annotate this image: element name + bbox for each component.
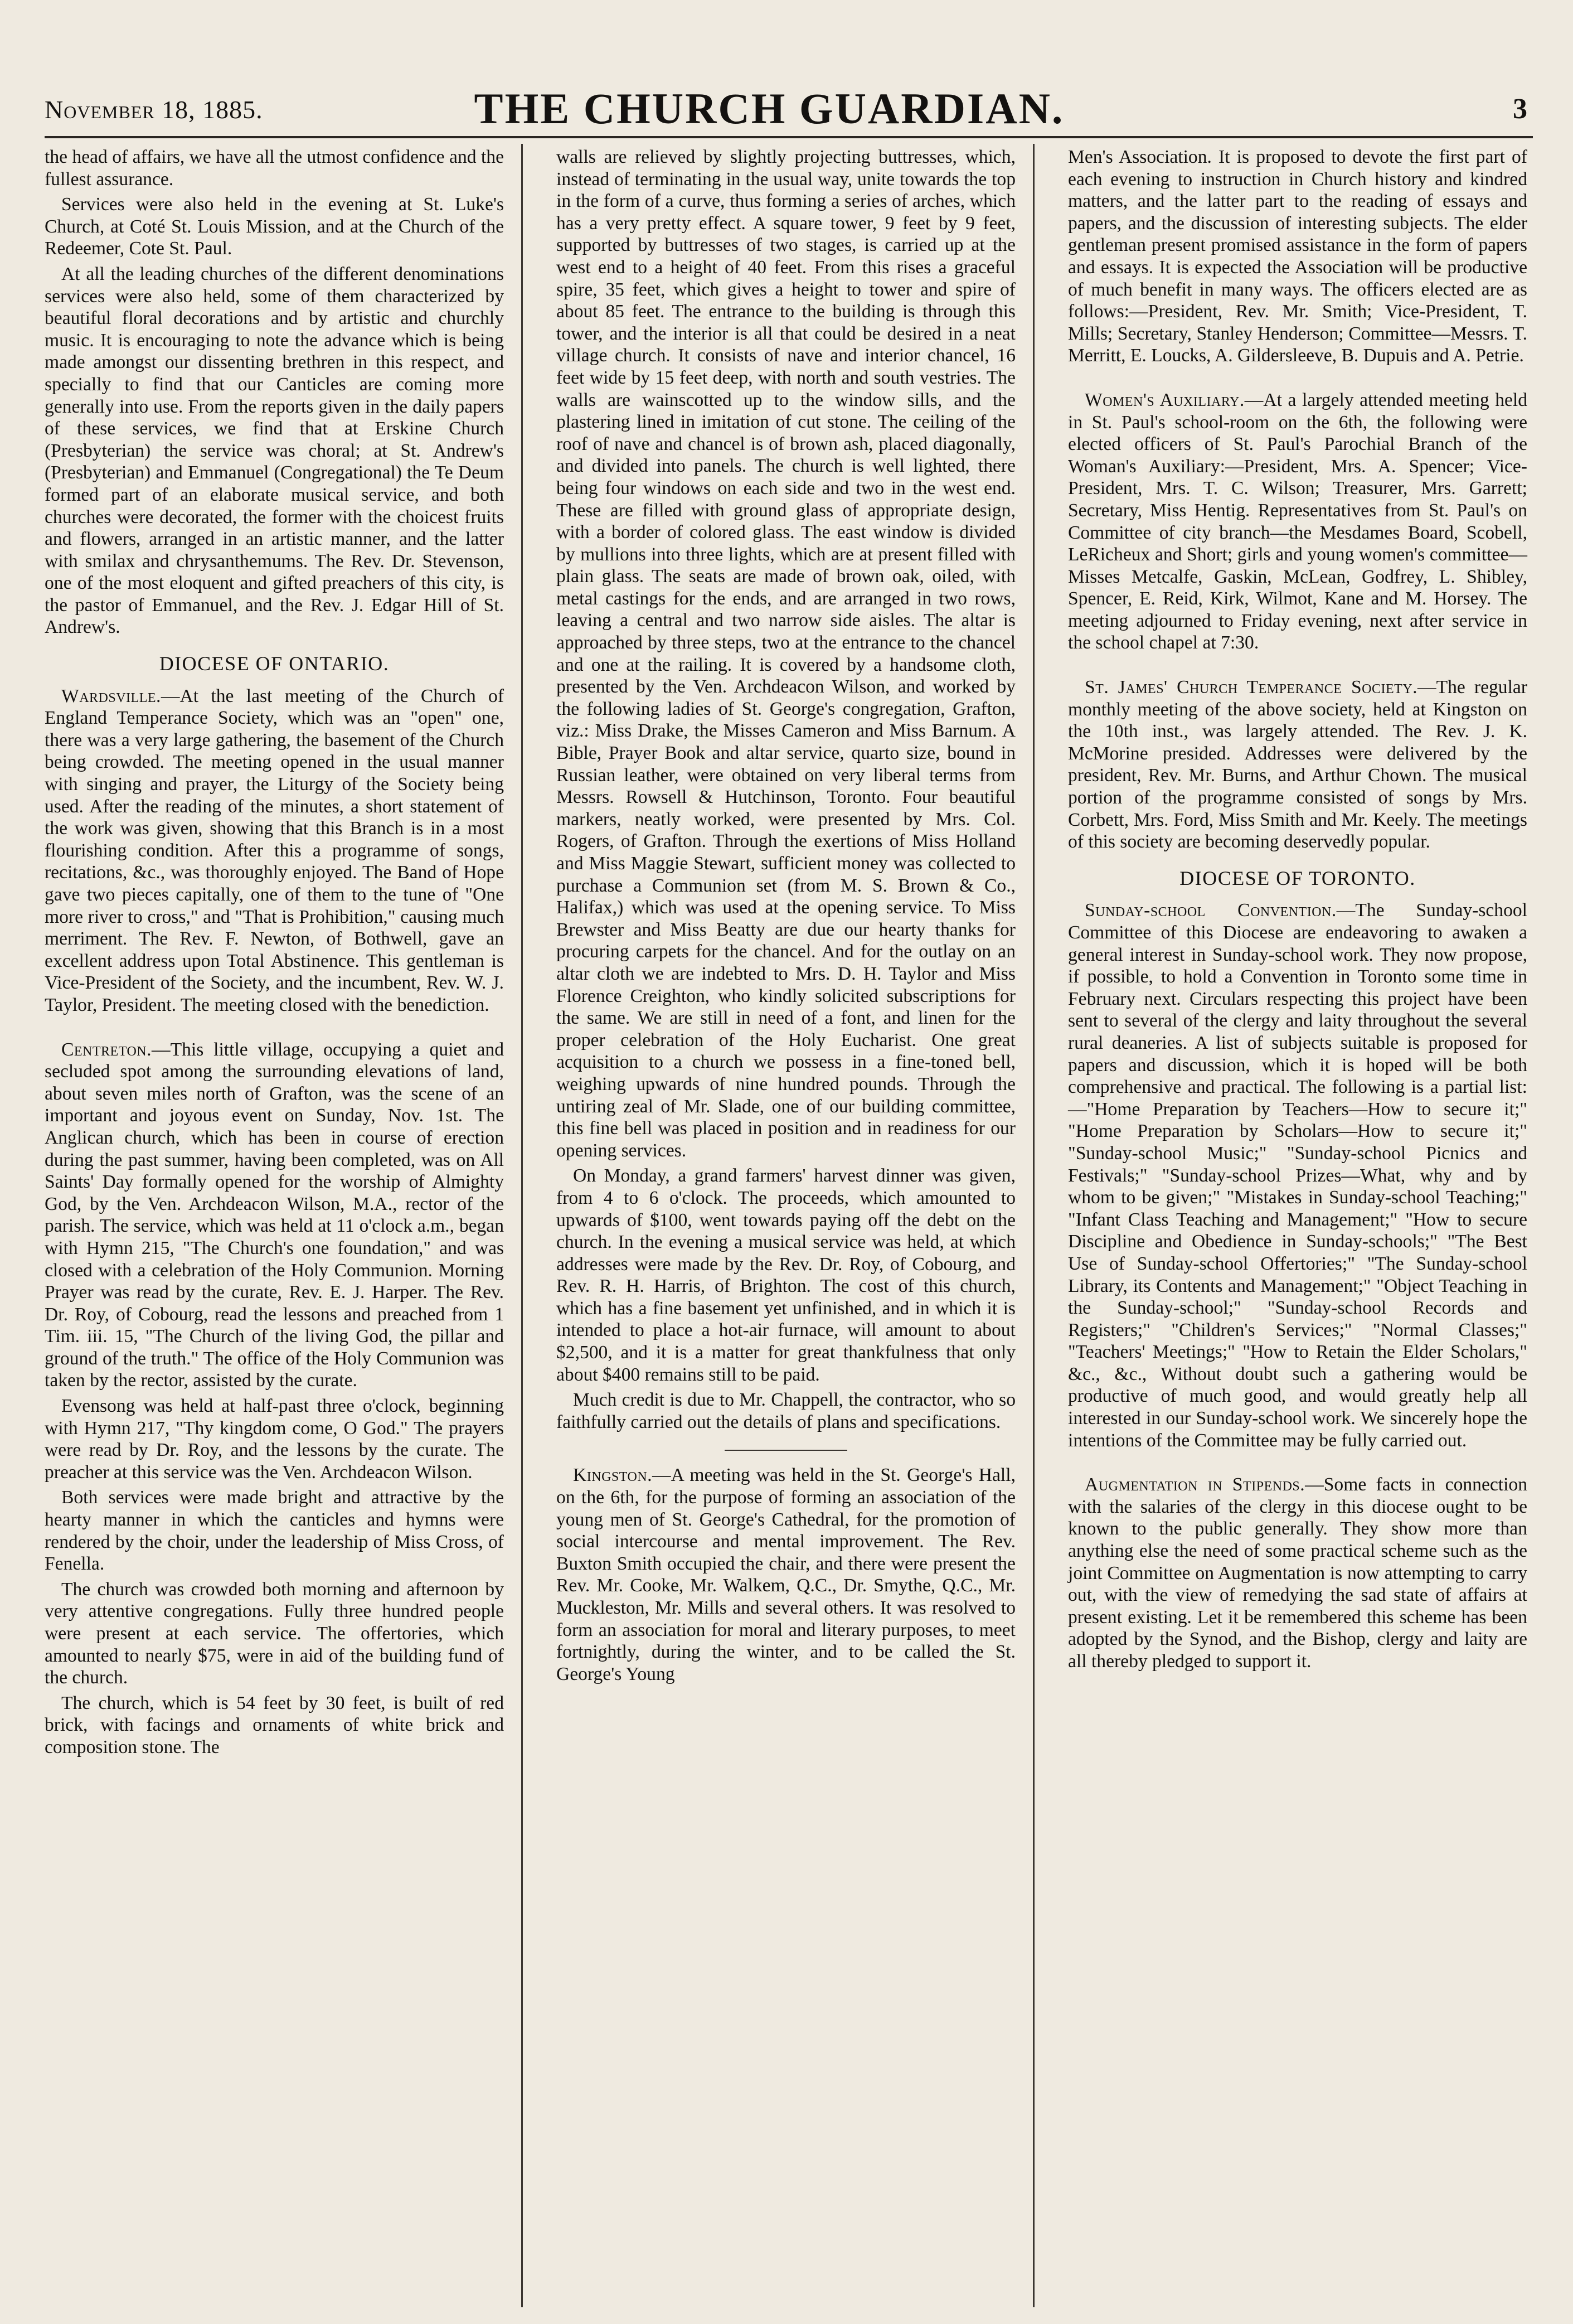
article-augmentation	[1068, 1474, 1527, 1672]
header-rule	[45, 136, 1533, 138]
paragraph: Much credit is due to Mr. Chappell, the contractor, who so faithfully carried out the details of plans and specifications.	[556, 1389, 1016, 1432]
column-rule	[1033, 144, 1035, 2307]
paragraph: walls are relieved by slightly projecting buttresses, which, instead of terminating in the usual way, unite towards the top in the form of a curve, thus forming a series of arches, which has a very pretty effect. A square tower, 9 feet by 9 feet, supported by buttresses of two stages, is carried up at the west end to a height of 40 feet. From this rises a graceful spire, 35 feet, which gives a height to tower and spire of about 85 feet. The entrance to the building is through this tower, and the interior is all that could be desired in a neat village church. It consists of nave and interior chancel, 16 feet wide by 15 feet deep, with north and south vestries. The walls are wainscotted up to the window sills, and the plastering lined in imitation of cut stone. The ceiling of the roof of nave and chancel is of brown ash, placed diagonally, and divided into panels. The church is well lighted, there being four windows on each side and two in the west end. These are filled with ground glass of appropriate design, with a border of colored glass. The east window is divided by mullions into three lights, which are at present filled with plain glass. The seats are made of brown oak, oiled, with metal castings for the ends, and are arranged in two rows, leaving a central and two narrow side aisles. The altar is approached by three steps, two at the entrance to the chancel and one at the railing. It is covered by a handsome cloth, presented by the Ven. Archdeacon Wilson, and worked by the following ladies of St. George's congregation, Grafton, viz.: Miss Drake, the Misses Cameron and Miss Barnum. A Bible, Prayer Book and altar service, quarto size, bound in Russian leather, were obtained on very liberal terms from Messrs. Rowsell & Hutchinson, Toronto. Four beautiful markers, neatly worked, were presented by Mrs. Col. Rogers, of Grafton. Through the exertions of Miss Holland and Miss Maggie Stewart, sufficient money was collected to purchase a Communion set (from M. S. Brown & Co., Halifax,) which was used at the opening service. To Miss Brewster and Miss Beatty are due our hearty thanks for procuring carpets for the chancel. And for the outlay on an altar cloth we are indebted to Mrs. D. H. Taylor and Miss Florence Creighton, who kindly solicited subscriptions for the same. We are still in need of a font, and linen for the proper celebration of the Holy Eucharist. One great acquisition to a church we possess in a fine-toned bell, weighing upwards of nine hundred pounds. Through the untiring zeal of Mr. Slade, one of our building committee, this fine bell was placed in position and in readiness for our opening services.	[556, 147, 1016, 1161]
issue-date: November 18, 1885.	[45, 95, 263, 124]
article-lead: Sunday-school Convention.	[1085, 900, 1337, 921]
article-lead: St. James' Church Temperance Society.	[1085, 677, 1418, 698]
paragraph: On Monday, a grand farmers' harvest dinner was given, from 4 to 6 o'clock. The proceeds, which amounted to upwards of $100, went towards paying off the debt on the church. In the evening a musical service was held, at which addresses were made by the Rev. Dr. Roy, of Cobourg, and Rev. R. H. Harris, of Brighton. The cost of this church, which has a fine basement yet unfinished, and in which it is intended to place a hot-air furnace, will amount to about $2,500, and it is a matter for great thankfulness that only about $400 remains still to be paid.	[556, 1165, 1016, 1385]
article-lead: Women's Auxiliary.	[1085, 389, 1245, 410]
page-number: 3	[1513, 93, 1527, 125]
article-kingston	[556, 1464, 1016, 1685]
article-st-james-temperance	[1068, 676, 1527, 853]
article-sunday-school-convention	[1068, 899, 1527, 1451]
column-rule	[521, 144, 523, 2307]
column-3	[1068, 146, 1527, 1676]
article-lead: Kingston.	[573, 1465, 653, 1486]
article-lead: Augmentation in Stipends.	[1085, 1474, 1305, 1495]
article-text: —This little village, occupying a quiet and secluded spot among the surrounding elevations of land, about seven miles north of Grafton, was the scene of an important and joyous event on Sunday, Nov. 1st. The Anglican church, which has been in course of erection during the past summer, having been completed, was on All Saints' Day formally opened for the worship of Almighty God, by the Ven. Archdeacon Wilson, M.A., rector of the parish. The service, which was held at 11 o'clock a.m., began with Hymn 215, "The Church's one foundation," and was closed with a celebration of the Holy Communion. Morning Prayer was read by the curate, Rev. E. J. Harper. The Rev. Dr. Roy, of Cobourg, read the lessons and preached from 1 Tim. iii. 15, "The Church of the living God, the pillar and ground of the truth." The office of the Holy Communion was taken by the rector, assisted by the curate.	[45, 1039, 504, 1391]
article-wardsville	[45, 685, 504, 1016]
page-header	[45, 84, 1527, 134]
column-2	[556, 146, 1016, 1688]
paragraph: At all the leading churches of the different denominations services were also held, some of them characterized by beautiful floral decorations and by artistic and churchly music. It is encouraging to note the advance which is being made amongst our dissenting brethren in this respect, and specially to find that our Canticles are coming more generally into use. From the reports given in the daily papers of these services, we find that at Erskine Church (Presbyterian) the service was choral; at St. Andrew's (Presbyterian) and Emmanuel (Congregational) the Te Deum formed part of an elaborate musical service, and both churches were decorated, the former with the choicest fruits and flowers, arranged in an artistic manner, and the latter with smilax and chrysanthemums. The Rev. Dr. Stevenson, one of the most eloquent and gifted preachers of this city, is the pastor of Emmanuel, and the Rev. J. Edgar Hill of St. Andrew's.	[45, 263, 504, 638]
paragraph: the head of affairs, we have all the utmost confidence and the fullest assurance.	[45, 147, 504, 190]
paragraph: Evensong was held at half-past three o'clock, beginning with Hymn 217, "Thy kingdom come, O God." The prayers were read by Dr. Roy, and the lessons by the curate. The preacher at this service was the Ven. Archdeacon Wilson.	[45, 1396, 504, 1483]
article-text: —The regular monthly meeting of the above society, held at Kingston on the 10th inst., was largely attended. The Rev. J. K. McMorine presided. Addresses were delivered by the president, Rev. Mr. Burns, and Arthur Chown. The musical portion of the programme consisted of songs by Mrs. Corbett, Mrs. Ford, Miss Smith and Mr. Keely. The meetings of this society are becoming deservedly popular.	[1068, 677, 1527, 853]
article-text: —The Sunday-school Committee of this Diocese are endeavoring to awaken a general interest in Sunday-school work. They now propose, if possible, to hold a Convention in Toronto some time in February next. Circulars respecting this project have been sent to several of the clergy and laity throughout the several rural deaneries. A list of subjects suitable is proposed for papers and discussion, which it is hoped will be both comprehensive and practical. The following is a partial list:—"Home Preparation by Teachers—How to secure it;" "Home Preparation by Scholars—How to secure it;" "Sunday-school Music;" "Sunday-school Picnics and Festivals;" "Sunday-school Prizes—What, why and by whom to be given;" "Mistakes in Sunday-school Teaching;" "Infant Class Teaching and Management;" "How to secure Discipline and Obedience in Sunday-schools;" "The Best Use of Sunday-school Offertories;" "The Sunday-school Library, its Contents and Management;" "Object Teaching in the Sunday-school;" "Sunday-school Records and Registers;" "Children's Services;" "Normal Classes;" "Teachers' Meetings;" "How to Retain the Elder Scholars," &c., &c., Without doubt such a gathering would be productive of much good, and would greatly help all interested in our Sunday-school work. We sincerely hope the intentions of the Committee may be fully carried out.	[1068, 900, 1527, 1451]
article-lead: Wardsville.	[61, 685, 161, 706]
masthead-title: THE CHURCH GUARDIAN.	[474, 84, 1065, 133]
article-text: —A meeting was held in the St. George's Hall, on the 6th, for the purpose of forming an association of the young men of St. George's Cathedral, for the promotion of social intercourse and mental improvement. The Rev. Buxton Smith occupied the chair, and there were present the Rev. Mr. Cooke, Mr. Walkem, Q.C., Dr. Smythe, Q.C., Mr. Muckleston, Mr. Mills and several others. It was resolved to form an association for moral and literary purposes, to meet fortnightly, during the winter, and to be called the St. George's Young	[556, 1465, 1016, 1684]
article-text: —Some facts in connection with the salaries of the clergy in this diocese ought to be known to the public generally. They show more than anything else the need of some practical scheme such as the joint Committee on Augmentation is now attempting to carry out, with the view of remedying the sad state of affairs at present existing. Let it be remembered this scheme has been adopted by the Synod, and the Bishop, clergy and laity are all thereby pledged to support it.	[1068, 1474, 1527, 1672]
article-womens-auxiliary	[1068, 389, 1527, 654]
section-heading-ontario: DIOCESE OF ONTARIO.	[159, 652, 390, 675]
column-1	[45, 146, 504, 1762]
paragraph: The church was crowded both morning and afternoon by very attentive congregations. Fully three hundred people were present at each service. The offertories, which amounted to nearly $75, were in aid of the building fund of the church.	[45, 1579, 504, 1688]
paragraph: Both services were made bright and attractive by the hearty manner in which the canticles and hymns were rendered by the choir, under the leadership of Miss Cross, of Fenella.	[45, 1487, 504, 1575]
article-centreton	[45, 1039, 504, 1392]
article-lead: Centreton.	[61, 1039, 152, 1060]
divider	[725, 1450, 847, 1451]
paragraph: Men's Association. It is proposed to devote the first part of each evening to instruction in Church history and kindred matters, and the latter part to the reading of essays and papers, and the discussion of interesting subjects. The elder gentleman present promised assistance in the form of papers and essays. It is expected the Association will be productive of much benefit in many ways. The officers elected are as follows:—President, Rev. Mr. Smith; Vice-President, T. Mills; Secretary, Stanley Henderson; Committee—Messrs. T. Merritt, E. Loucks, A. Gildersleeve, B. Dupuis and A. Petrie.	[1068, 147, 1527, 366]
section-heading-toronto: DIOCESE OF TORONTO.	[1179, 866, 1416, 889]
paragraph: The church, which is 54 feet by 30 feet, is built of red brick, with facings and ornaments of white brick and composition stone. The	[45, 1692, 504, 1757]
article-text: —At the last meeting of the Church of England Temperance Society, which was an "open" one, there was a very large gathering, the basement of the Church being crowded. The meeting opened in the usual manner with singing and prayer, the Liturgy of the Society being used. After the reading of the minutes, a short statement of the work was given, showing that this Branch is in a most flourishing condition. After this a programme of songs, recitations, &c., was thoroughly enjoyed. The Band of Hope gave two pieces capitally, one of them to the tune of "One more river to cross," and "That is Prohibition," causing much merriment. The Rev. F. Newton, of Bothwell, gave an excellent address upon Total Abstinence. This gentleman is Vice-President of the Society, and the incumbent, Rev. W. J. Taylor, President. The meeting closed with the benediction.	[45, 685, 504, 1015]
article-text: —At a largely attended meeting held in St. Paul's school-room on the 6th, the following were elected officers of St. Paul's Parochial Branch of the Woman's Auxiliary:—President, Mrs. A. Spencer; Vice-President, Mrs. T. C. Wilson; Treasurer, Mrs. Garrett; Secretary, Miss Hentig. Representatives from St. Paul's on Committee of city branch—the Mesdames Board, Scobell, LeRicheux and Short; girls and young women's committee—Misses Metcalfe, Gaskin, McLean, Godfrey, L. Shibley, Spencer, E. Reid, Kirk, Wilmot, Kane and M. Horsey. The meeting adjourned to Friday evening, next after service in the school chapel at 7:30.	[1068, 389, 1527, 653]
paragraph: Services were also held in the evening at St. Luke's Church, at Coté St. Louis Mission, and at the Church of the Redeemer, Cote St. Paul.	[45, 194, 504, 259]
